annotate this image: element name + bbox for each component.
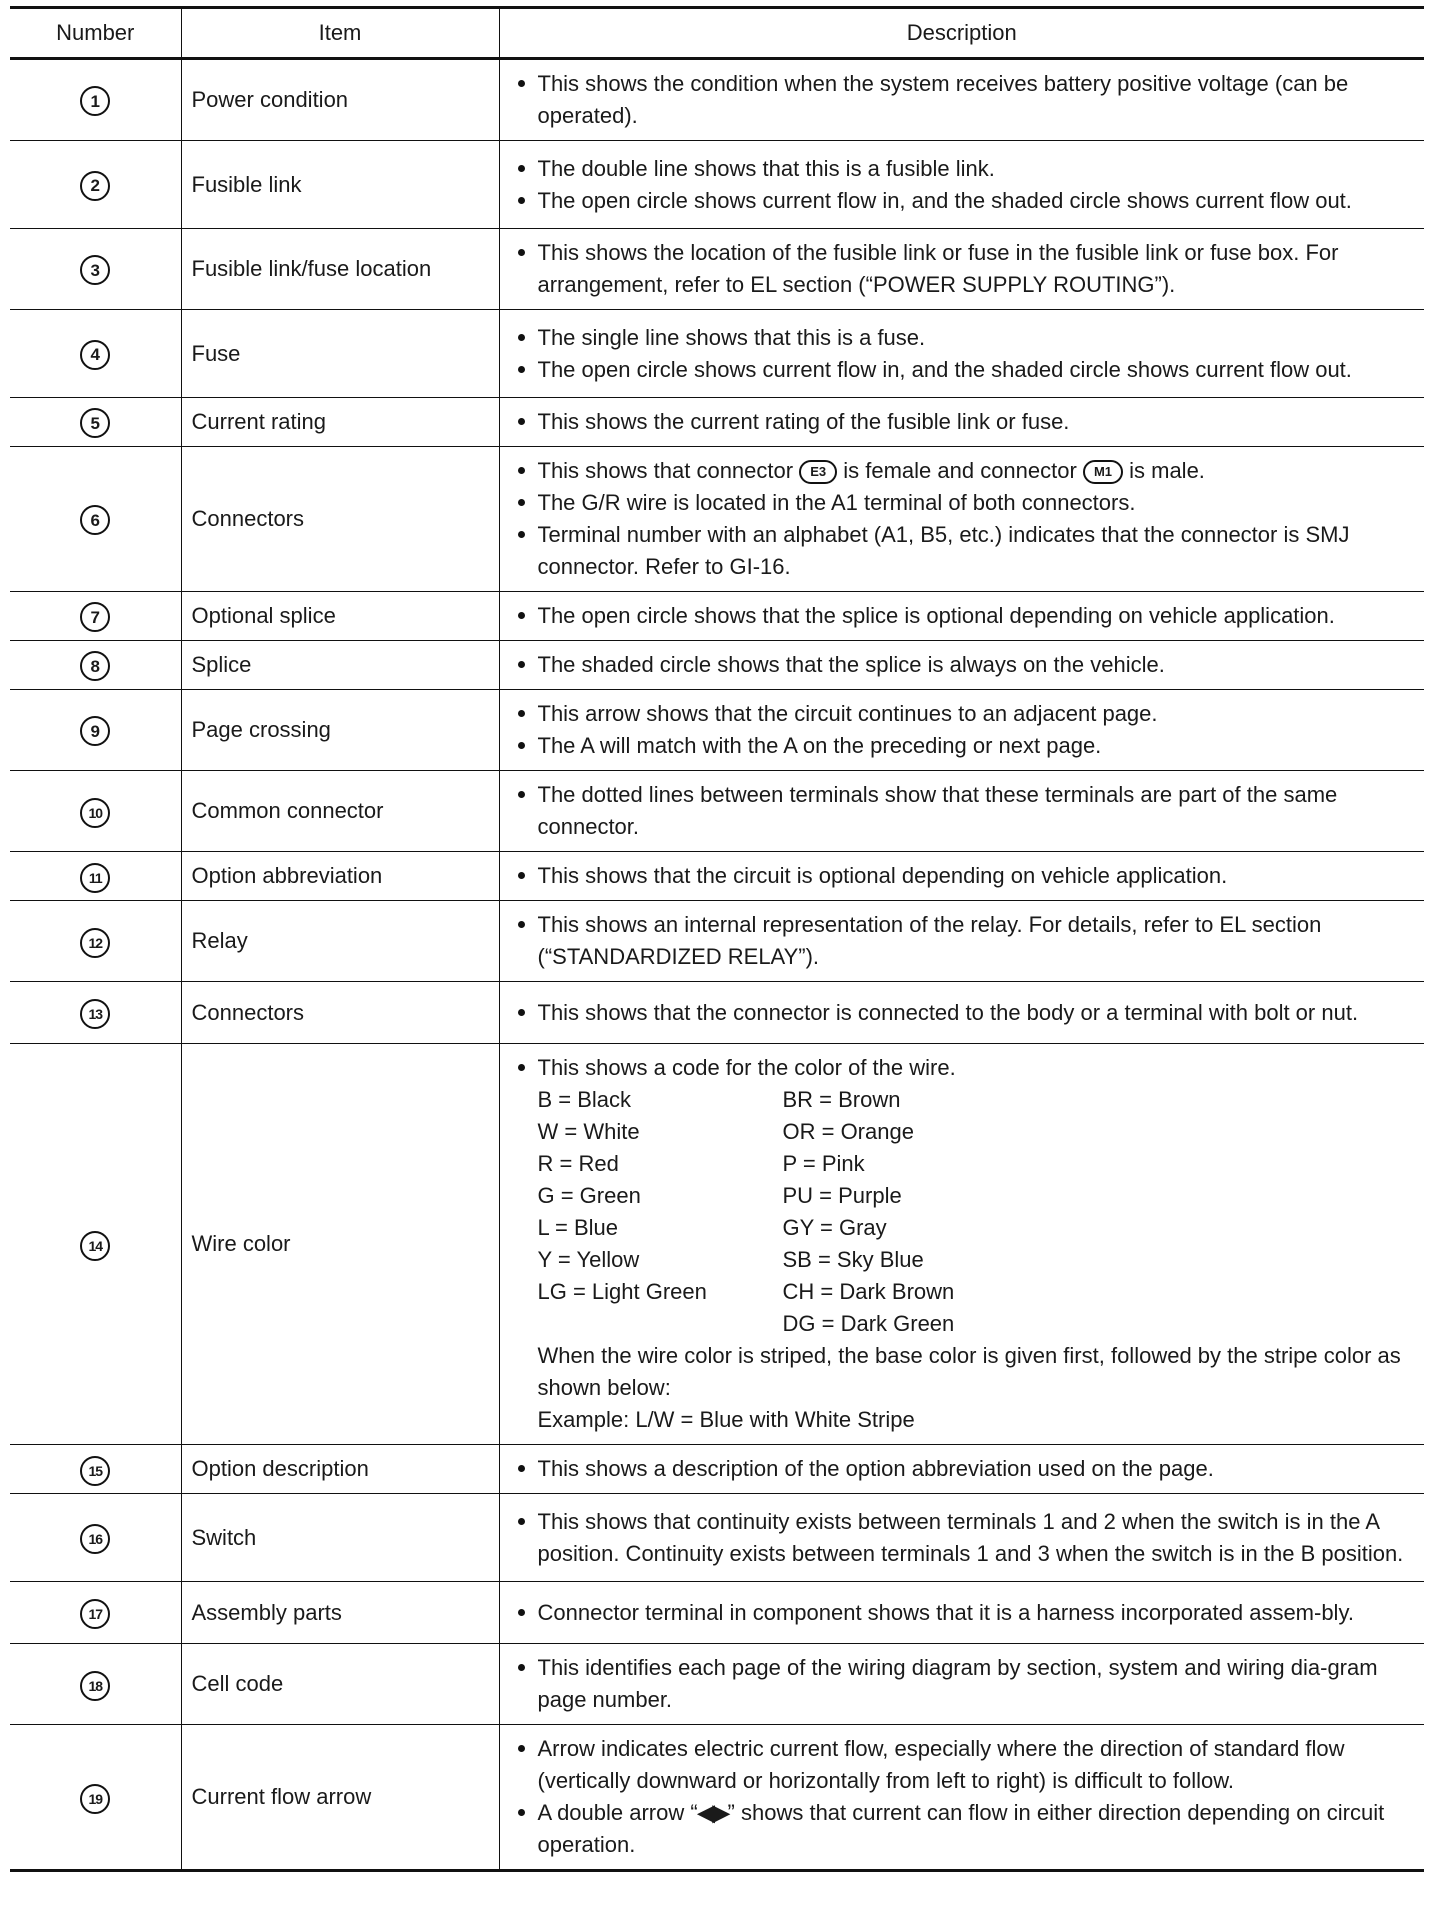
row-item-cell: Cell code [181, 1644, 499, 1725]
circled-number: 17 [80, 1599, 110, 1629]
table-row [10, 901, 1424, 982]
row-number-cell [10, 771, 181, 852]
row-number-cell [10, 592, 181, 641]
description-bullet: The open circle shows that the splice is optional depending on vehicle application. [512, 600, 1413, 632]
row-item-cell: Assembly parts [181, 1582, 499, 1644]
description-bullet: The G/R wire is located in the A1 terminal of both connectors. [512, 487, 1413, 519]
description-list [512, 1453, 1413, 1485]
description-bullet [512, 455, 1413, 487]
description-bullet: The A will match with the A on the preceding or next page. [512, 730, 1413, 762]
bullet-text: is female and connector [843, 458, 1077, 483]
table-row [10, 1582, 1424, 1644]
stripe-example: Example: L/W = Blue with White Stripe [537, 1407, 915, 1432]
table-row [10, 592, 1424, 641]
description-bullet: The dotted lines between terminals show that these terminals are part of the same connector. [512, 779, 1413, 843]
circled-number: 16 [80, 1524, 110, 1554]
description-bullet: This shows the current rating of the fusible link or fuse. [512, 406, 1413, 438]
row-item-cell: Connectors [181, 982, 499, 1044]
description-list [512, 1652, 1413, 1716]
row-description-cell [499, 1725, 1424, 1871]
bullet-text: This shows that connector [537, 458, 794, 483]
row-number-cell [10, 1582, 181, 1644]
color-code-left: LG = Light Green [537, 1279, 707, 1304]
table-row [10, 1725, 1424, 1871]
row-number-cell [10, 1494, 181, 1582]
description-list [512, 600, 1413, 632]
row-number-cell [10, 1644, 181, 1725]
description-bullet: This shows a description of the option abbreviation used on the page. [512, 1453, 1413, 1485]
description-bullet: This shows that the connector is connected to the body or a terminal with bolt or nut. [512, 997, 1413, 1029]
description-bullet: The open circle shows current flow in, and the shaded circle shows current flow out. [512, 185, 1413, 217]
header-number: Number [10, 8, 181, 59]
table-row [10, 1644, 1424, 1725]
row-number-cell [10, 310, 181, 398]
color-code-left: Y = Yellow [537, 1247, 640, 1272]
description-list [512, 1506, 1413, 1570]
circled-number: 15 [80, 1456, 110, 1486]
row-item-cell: Fusible link/fuse location [181, 229, 499, 310]
description-list [512, 997, 1413, 1029]
row-description-cell [499, 310, 1424, 398]
description-bullet: This shows the condition when the system receives battery positive voltage (can be operated). [512, 68, 1413, 132]
table-row [10, 447, 1424, 592]
row-item-cell: Connectors [181, 447, 499, 592]
table-row [10, 690, 1424, 771]
description-list [512, 322, 1413, 386]
bullet-text: ” shows that current can flow in either direction depending on circuit operation. [537, 1800, 1385, 1857]
description-bullet: The double line shows that this is a fusible link. [512, 153, 1413, 185]
color-code-right: CH = Dark Brown [782, 1279, 955, 1304]
row-description-cell [499, 1044, 1424, 1445]
description-bullet: This arrow shows that the circuit continues to an adjacent page. [512, 698, 1413, 730]
row-description-cell [499, 1582, 1424, 1644]
row-description-cell [499, 59, 1424, 141]
table-row [10, 59, 1424, 141]
description-bullet: Connector terminal in component shows that it is a harness incorporated assem-bly. [512, 1597, 1413, 1629]
table-row [10, 229, 1424, 310]
table-row [10, 1044, 1424, 1445]
connector-tag-female: E3 [799, 460, 837, 484]
circled-number: 7 [80, 602, 110, 632]
description-list [512, 1597, 1413, 1629]
color-code-right: OR = Orange [782, 1119, 914, 1144]
description-bullet: This shows an internal representation of the relay. For details, refer to EL section (“STANDARDIZED RELAY”). [512, 909, 1413, 973]
color-code-right: SB = Sky Blue [782, 1247, 924, 1272]
bullet-text: A double arrow “ [537, 1800, 698, 1825]
circled-number: 1 [80, 86, 110, 116]
description-list [512, 698, 1413, 762]
table-row [10, 771, 1424, 852]
row-description-cell [499, 852, 1424, 901]
circled-number: 9 [80, 716, 110, 746]
table-row [10, 1445, 1424, 1494]
circled-number: 4 [80, 340, 110, 370]
description-list [512, 909, 1413, 973]
row-number-cell [10, 1725, 181, 1871]
row-item-cell: Fuse [181, 310, 499, 398]
legend-table [10, 6, 1424, 1872]
table-row [10, 310, 1424, 398]
color-code-right: BR = Brown [782, 1087, 901, 1112]
row-item-cell: Current flow arrow [181, 1725, 499, 1871]
row-number-cell [10, 229, 181, 310]
color-code-right: PU = Purple [782, 1183, 902, 1208]
description-list [512, 1733, 1413, 1861]
description-list [512, 649, 1413, 681]
description-list [512, 1052, 1413, 1084]
description-list [512, 779, 1413, 843]
row-item-cell: Option abbreviation [181, 852, 499, 901]
table-row [10, 398, 1424, 447]
circled-number: 12 [80, 928, 110, 958]
connector-tag-male: M1 [1083, 460, 1123, 484]
row-item-cell: Optional splice [181, 592, 499, 641]
row-item-cell: Splice [181, 641, 499, 690]
row-description-cell [499, 592, 1424, 641]
row-item-cell: Wire color [181, 1044, 499, 1445]
table-row [10, 1494, 1424, 1582]
color-code-right: GY = Gray [782, 1215, 887, 1240]
row-description-cell [499, 901, 1424, 982]
description-list [512, 406, 1413, 438]
description-list [512, 455, 1413, 583]
row-description-cell [499, 229, 1424, 310]
description-list [512, 68, 1413, 132]
circled-number: 19 [80, 1784, 110, 1814]
row-description-cell [499, 1445, 1424, 1494]
description-bullet: This shows that the circuit is optional depending on vehicle application. [512, 860, 1413, 892]
description-bullet: The shaded circle shows that the splice is always on the vehicle. [512, 649, 1413, 681]
row-item-cell: Power condition [181, 59, 499, 141]
double-arrow-icon: ◀▶ [697, 1800, 728, 1825]
circled-number: 13 [80, 999, 110, 1029]
row-description-cell [499, 771, 1424, 852]
header-description: Description [499, 8, 1424, 59]
header-item: Item [181, 8, 499, 59]
row-description-cell [499, 1494, 1424, 1582]
row-number-cell [10, 852, 181, 901]
circled-number: 8 [80, 651, 110, 681]
row-item-cell: Current rating [181, 398, 499, 447]
circled-number: 14 [80, 1231, 110, 1261]
color-code-left: L = Blue [537, 1215, 619, 1240]
circled-number: 6 [80, 505, 110, 535]
document-page [10, 6, 1424, 1872]
description-bullet: Terminal number with an alphabet (A1, B5, etc.) indicates that the connector is SMJ connector. Refer to GI-16. [512, 519, 1413, 583]
description-bullet: This shows that continuity exists between terminals 1 and 2 when the switch is in the A position. Continuity exists between terminals 1 and 3 when the switch is in the B position. [512, 1506, 1413, 1570]
row-item-cell: Switch [181, 1494, 499, 1582]
header-row [10, 8, 1424, 59]
description-list [512, 237, 1413, 301]
description-list [512, 860, 1413, 892]
row-number-cell [10, 690, 181, 771]
row-number-cell [10, 59, 181, 141]
color-code-left [538, 1308, 783, 1340]
row-description-cell [499, 690, 1424, 771]
table-row [10, 141, 1424, 229]
row-item-cell: Relay [181, 901, 499, 982]
color-code-left: G = Green [537, 1183, 641, 1208]
row-number-cell [10, 641, 181, 690]
description-bullet: The open circle shows current flow in, and the shaded circle shows current flow out. [512, 354, 1413, 386]
description-bullet: This shows the location of the fusible link or fuse in the fusible link or fuse box. For arrangement, refer to EL section (“POWER SUPPLY ROUTING”). [512, 237, 1413, 301]
circled-number: 5 [80, 408, 110, 438]
row-description-cell [499, 141, 1424, 229]
table-row [10, 852, 1424, 901]
row-number-cell [10, 398, 181, 447]
description-bullet [512, 1797, 1413, 1861]
description-list [512, 153, 1413, 217]
color-code-right: P = Pink [782, 1151, 865, 1176]
color-code-right: DG = Dark Green [782, 1311, 955, 1336]
color-code-left: R = Red [537, 1151, 619, 1176]
bullet-text: is male. [1129, 458, 1205, 483]
table-row [10, 982, 1424, 1044]
row-number-cell [10, 447, 181, 592]
circled-number: 3 [80, 255, 110, 285]
striped-note: When the wire color is striped, the base color is given first, followed by the stripe color as shown below: [537, 1343, 1401, 1400]
color-code-left: W = White [537, 1119, 640, 1144]
row-item-cell: Page crossing [181, 690, 499, 771]
row-number-cell [10, 1445, 181, 1494]
description-bullet: This identifies each page of the wiring diagram by section, system and wiring dia-gram page number. [512, 1652, 1413, 1716]
circled-number: 10 [80, 798, 110, 828]
row-item-cell: Fusible link [181, 141, 499, 229]
circled-number: 18 [80, 1671, 110, 1701]
row-item-cell: Option description [181, 1445, 499, 1494]
circled-number: 2 [80, 171, 110, 201]
row-description-cell [499, 982, 1424, 1044]
description-bullet: This shows a code for the color of the wire. [512, 1052, 1413, 1084]
table-row [10, 641, 1424, 690]
color-code-left: B = Black [537, 1087, 632, 1112]
row-number-cell [10, 141, 181, 229]
row-number-cell [10, 982, 181, 1044]
row-description-cell [499, 398, 1424, 447]
circled-number: 11 [80, 863, 110, 893]
row-description-cell [499, 641, 1424, 690]
row-number-cell [10, 1044, 181, 1445]
wire-color-codes [512, 1084, 1413, 1340]
row-description-cell [499, 1644, 1424, 1725]
table-body [10, 59, 1424, 1871]
row-description-cell [499, 447, 1424, 592]
row-number-cell [10, 901, 181, 982]
description-bullet: Arrow indicates electric current flow, especially where the direction of standard flow (vertically downward or horizontally from left to right) is difficult to follow. [512, 1733, 1413, 1797]
description-bullet: The single line shows that this is a fuse. [512, 322, 1413, 354]
row-item-cell: Common connector [181, 771, 499, 852]
